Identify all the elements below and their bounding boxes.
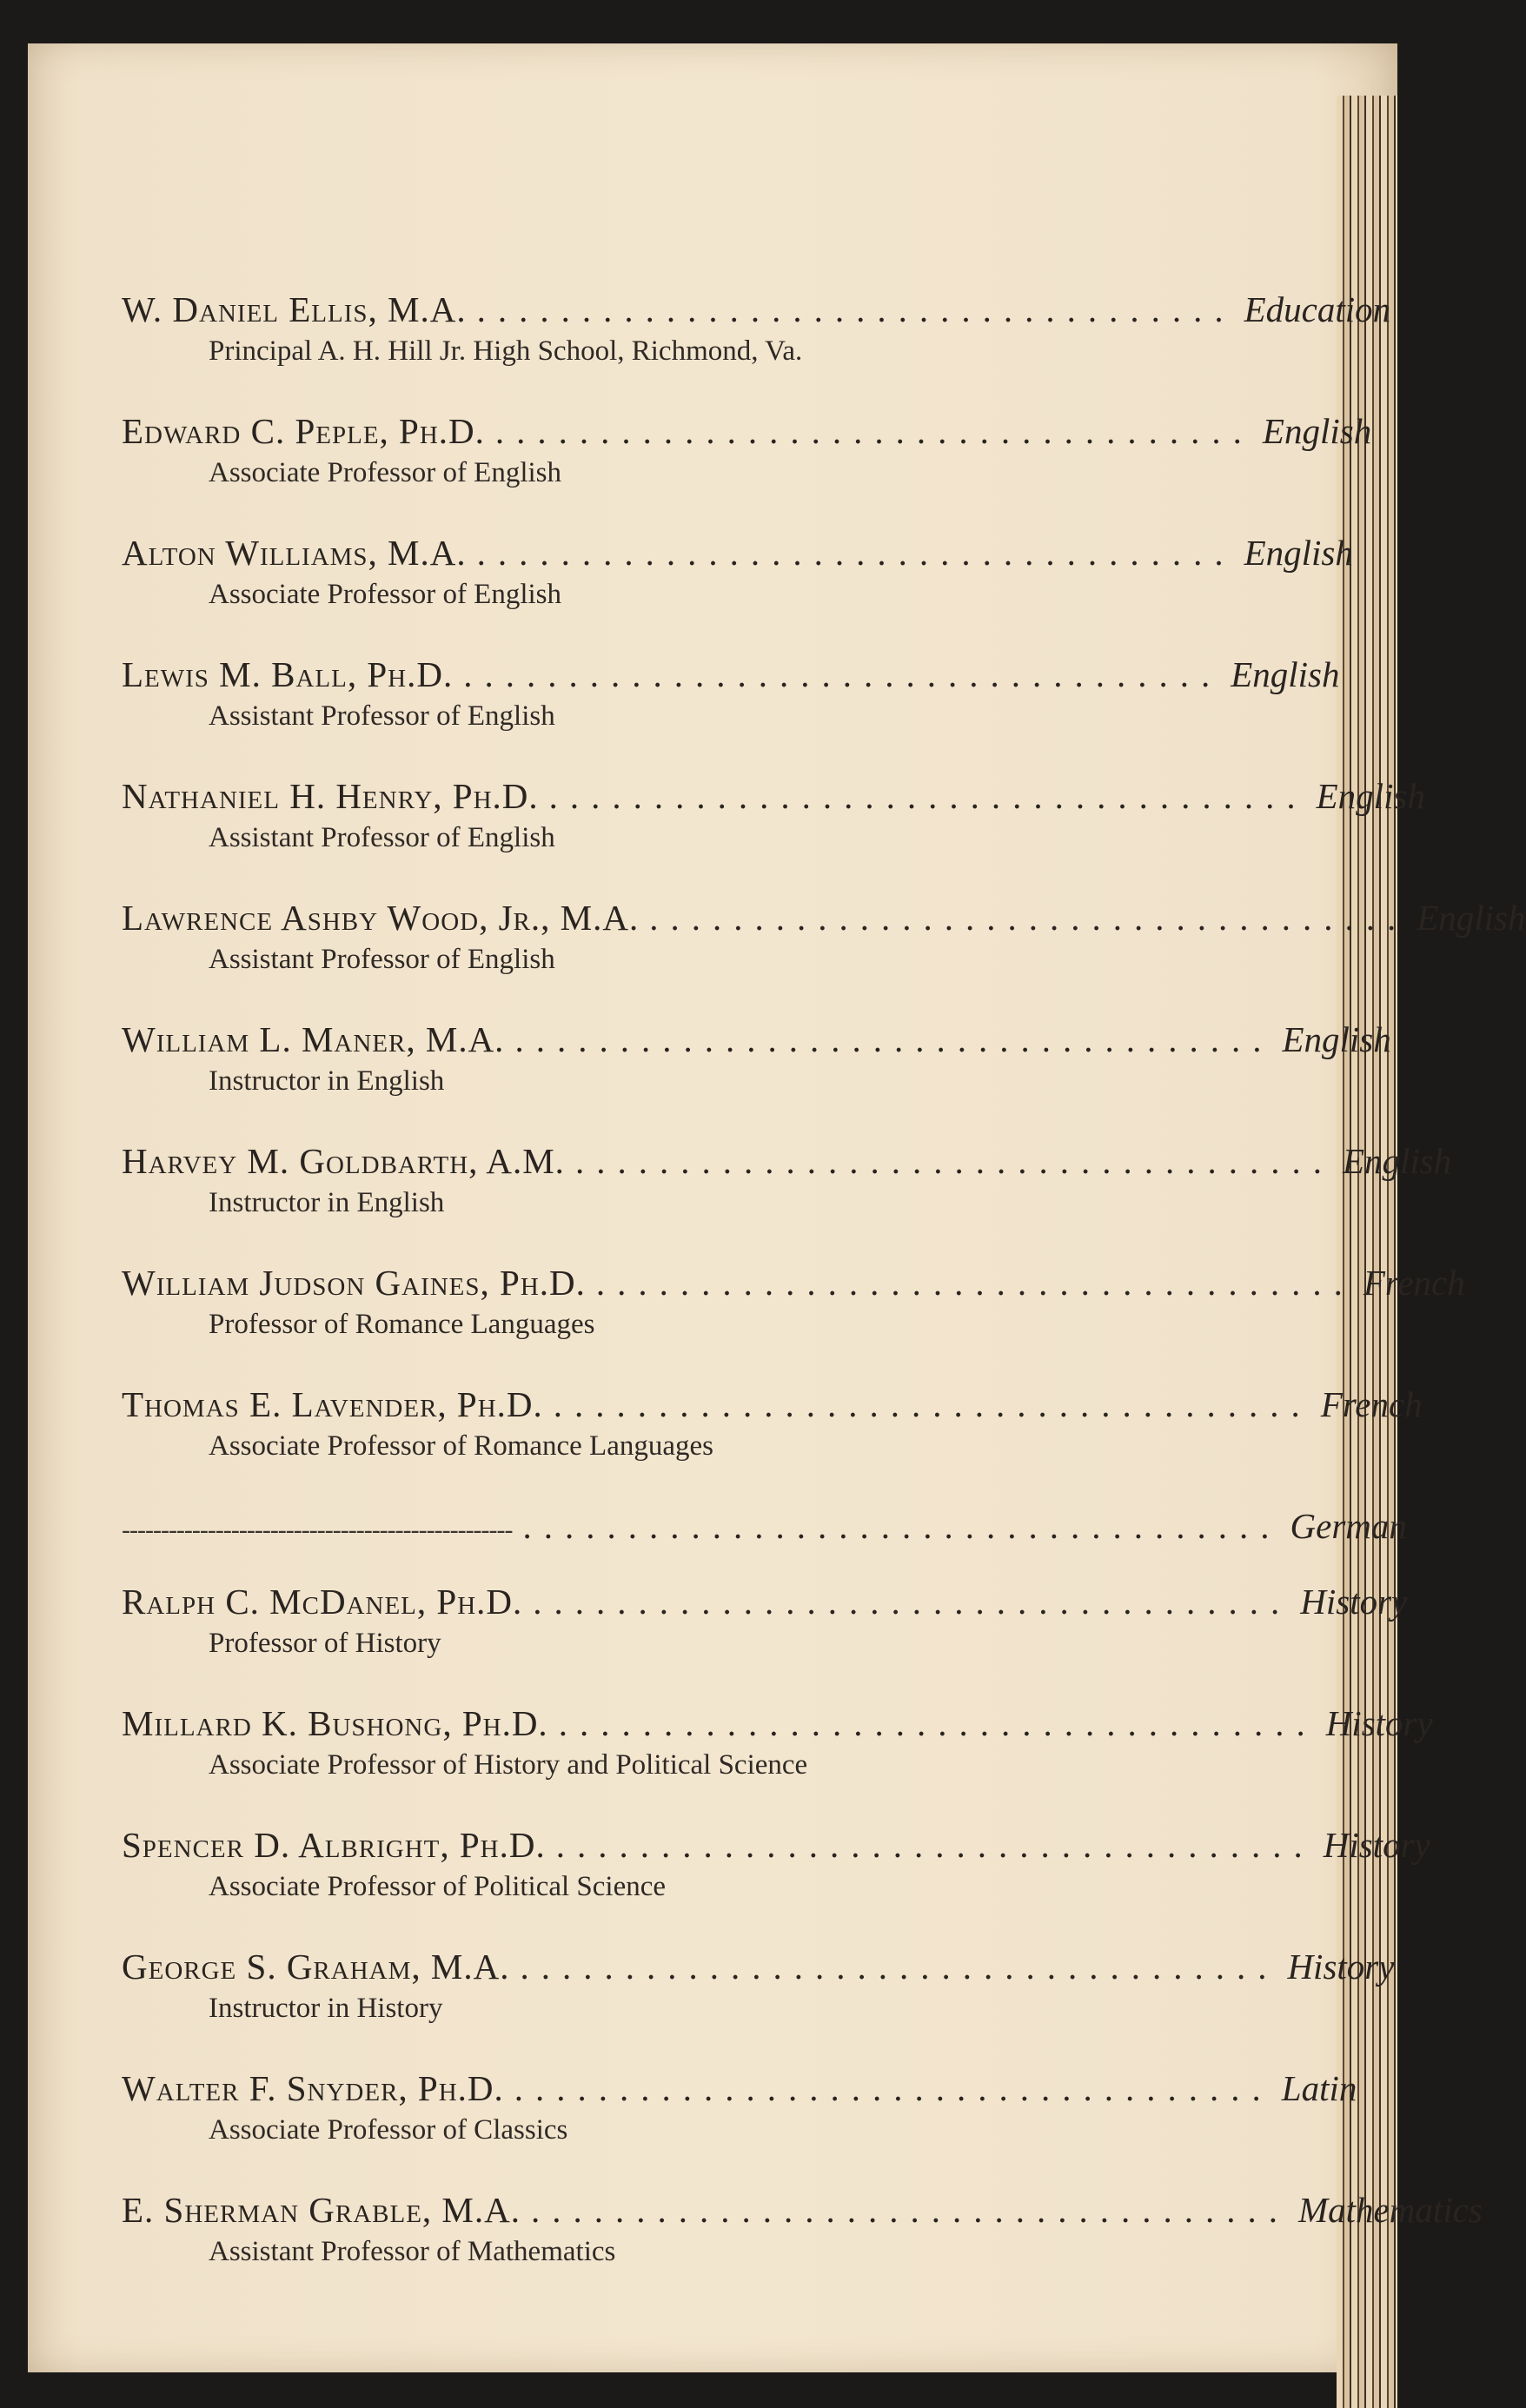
dot-leader: ....................................: [522, 1506, 1282, 1546]
faculty-title: Associate Professor of Classics: [209, 2114, 568, 2146]
department: German: [1290, 1506, 1407, 1546]
faculty-title: Professor of History: [209, 1628, 441, 1659]
faculty-title: Professor of Romance Languages: [209, 1309, 595, 1340]
dot-leader: ....................................: [514, 2068, 1273, 2108]
dot-leader: ....................................: [520, 1947, 1279, 1987]
faculty-name: Ralph C. McDanel, Ph.D.: [122, 1582, 523, 1622]
faculty-name: Harvey M. Goldbarth, A.M.: [122, 1141, 565, 1181]
faculty-title: Associate Professor of English: [209, 457, 562, 488]
faculty-entry: [122, 1579, 1408, 1662]
faculty-entry-vacant: [122, 1503, 1407, 1553]
faculty-entry: [122, 1260, 1465, 1343]
faculty-name: Alton Williams, M.A.: [122, 533, 467, 573]
department: French: [1363, 1263, 1465, 1303]
faculty-name: Nathaniel H. Henry, Ph.D.: [122, 776, 539, 816]
faculty-name: Walter F. Snyder, Ph.D.: [122, 2068, 504, 2108]
faculty-title: Associate Professor of Political Science: [209, 1871, 667, 1902]
dot-leader: ....................................: [548, 776, 1308, 816]
faculty-entry: [122, 1701, 1433, 1784]
dot-leader: ....................................: [463, 654, 1223, 694]
faculty-entry: [122, 2066, 1357, 2149]
faculty-name: George S. Graham, M.A.: [122, 1947, 510, 1987]
department: French: [1320, 1384, 1423, 1424]
department: History: [1325, 1703, 1433, 1743]
dot-leader: ....................................: [574, 1141, 1334, 1181]
dot-leader: ....................................: [649, 898, 1409, 938]
dot-leader: ....................................: [476, 533, 1236, 573]
department: English: [1244, 533, 1353, 573]
faculty-title: Instructor in History: [209, 1993, 443, 2024]
faculty-entry: [122, 1382, 1423, 1465]
faculty-title: Associate Professor of English: [209, 579, 562, 610]
faculty-entry: [122, 895, 1526, 978]
faculty-name: Edward C. Peple, Ph.D.: [122, 411, 485, 451]
faculty-name: W. Daniel Ellis, M.A.: [122, 289, 467, 329]
dot-leader: ....................................: [494, 411, 1254, 451]
faculty-entry: [122, 530, 1353, 614]
department: English: [1282, 1019, 1391, 1059]
faculty-name: Thomas E. Lavender, Ph.D.: [122, 1384, 543, 1424]
department: History: [1323, 1825, 1430, 1865]
book-page: [28, 43, 1526, 2372]
department: English: [1231, 654, 1340, 694]
dot-leader: ....................................: [514, 1019, 1274, 1059]
department: English: [1417, 898, 1526, 938]
faculty-title: Instructor in English: [209, 1065, 445, 1097]
dot-leader: ....................................: [531, 2190, 1290, 2230]
faculty-entry: [122, 287, 1391, 370]
faculty-entry: [122, 2187, 1483, 2271]
department: Latin: [1281, 2068, 1357, 2108]
faculty-name: William L. Maner, M.A.: [122, 1019, 505, 1059]
faculty-entry: [122, 408, 1372, 492]
faculty-title: Assistant Professor of Mathematics: [209, 2236, 616, 2267]
faculty-entry: [122, 773, 1425, 857]
department: English: [1316, 776, 1425, 816]
faculty-name: Lewis M. Ball, Ph.D.: [122, 654, 454, 694]
department: Education: [1244, 289, 1391, 329]
faculty-title: Assistant Professor of English: [209, 700, 555, 732]
department: Mathematics: [1298, 2190, 1483, 2230]
dot-leader: ....................................: [533, 1582, 1292, 1622]
vacant-name-line: --------------------------------------------------: [122, 1516, 513, 1544]
faculty-entry: [122, 652, 1340, 735]
faculty-title: Associate Professor of Romance Languages: [209, 1430, 713, 1462]
dot-leader: ....................................: [555, 1825, 1315, 1865]
faculty-entry: [122, 1944, 1395, 2027]
faculty-entry: [122, 1017, 1391, 1100]
department: History: [1287, 1947, 1395, 1987]
faculty-title: Associate Professor of History and Political Science: [209, 1749, 808, 1781]
faculty-title: Assistant Professor of English: [209, 822, 555, 853]
faculty-name: Lawrence Ashby Wood, Jr., M.A.: [122, 898, 640, 938]
faculty-entry: [122, 1138, 1452, 1222]
faculty-entry: [122, 1822, 1430, 1906]
faculty-title: Instructor in English: [209, 1187, 445, 1218]
department: History: [1300, 1582, 1408, 1622]
dot-leader: ....................................: [595, 1263, 1355, 1303]
faculty-name: William Judson Gaines, Ph.D.: [122, 1263, 586, 1303]
faculty-name: E. Sherman Grable, M.A.: [122, 2190, 521, 2230]
dot-leader: ....................................: [476, 289, 1236, 329]
faculty-name: Spencer D. Albright, Ph.D.: [122, 1825, 546, 1865]
dot-leader: ....................................: [558, 1703, 1317, 1743]
faculty-title: Assistant Professor of English: [209, 944, 555, 975]
faculty-title: Principal A. H. Hill Jr. High School, Richmond, Va.: [209, 335, 803, 367]
dot-leader: ....................................: [553, 1384, 1312, 1424]
faculty-list: [122, 287, 1526, 2309]
faculty-name: Millard K. Bushong, Ph.D.: [122, 1703, 548, 1743]
department: English: [1342, 1141, 1452, 1181]
department: English: [1262, 411, 1372, 451]
